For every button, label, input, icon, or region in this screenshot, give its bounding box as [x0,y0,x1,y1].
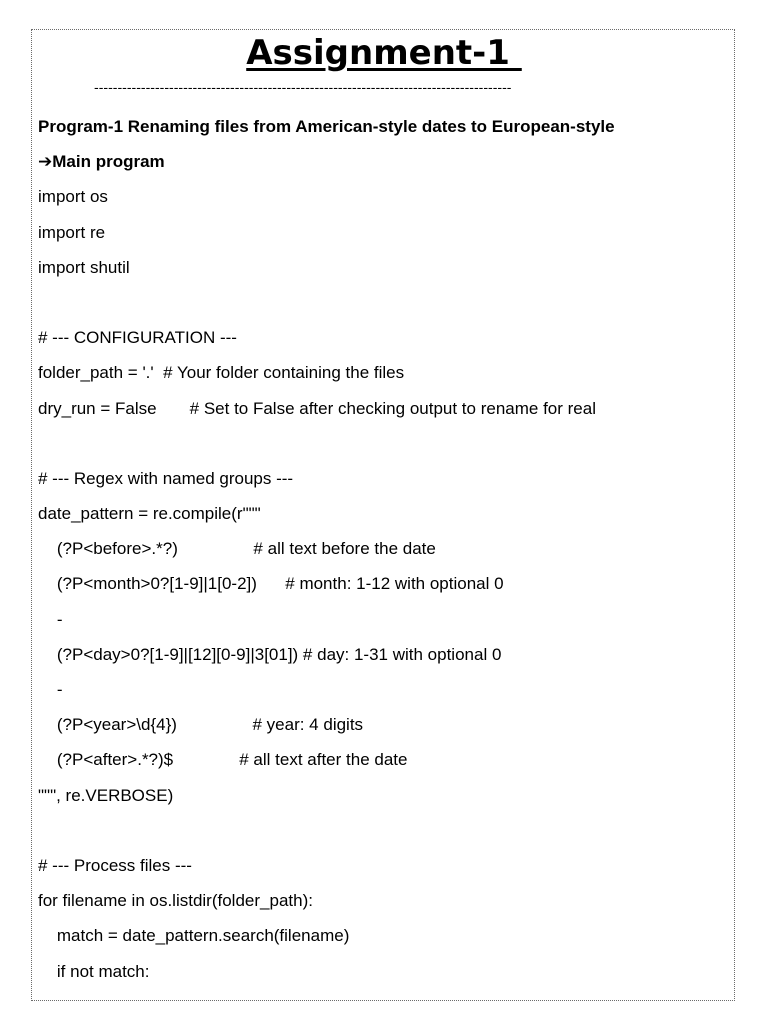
page-title [0,30,768,76]
code-line: for filename in os.listdir(folder_path): [38,891,313,911]
title-divider: ----------------------------------------------------------------------------------------- [94,81,512,96]
code-line: dry_run = False # Set to False after checking output to rename for real [38,398,596,418]
code-line: # --- Regex with named groups --- [38,468,294,488]
code-line: """, re.VERBOSE) [38,785,174,805]
code-line: # --- CONFIGURATION --- [38,328,237,348]
code-line: import shutil [38,257,130,277]
program-heading: Program-1 Renaming files from American-style dates to European-style [38,117,615,136]
code-line [38,813,728,848]
code-line: (?P<before>.*?) # all text before the date [38,539,436,559]
code-line: - [38,609,63,629]
code-line: (?P<after>.*?)$ # all text after the date [38,750,408,770]
page-title-text: Assignment-1 [246,33,522,73]
code-line [38,426,728,461]
section-heading: Main program [52,152,165,172]
code-line [38,285,728,320]
code-line: (?P<month>0?[1-9]|1[0-2]) # month: 1-12 with optional 0 [38,574,504,594]
code-line: import re [38,222,106,242]
code-line: (?P<day>0?[1-9]|[12][0-9]|3[01]) # day: 1-31 with optional 0 [38,644,502,664]
code-line: folder_path = '.' # Your folder containing the files [38,363,405,383]
code-line: import os [38,187,108,207]
arrow-right-icon: ➔ [38,152,53,173]
code-line: if not match: [38,961,150,981]
document-body [38,109,728,989]
code-line: (?P<year>\d{4}) # year: 4 digits [38,715,364,735]
code-line: match = date_pattern.search(filename) [38,926,350,946]
code-line: # --- Process files --- [38,855,192,875]
code-line: - [38,680,63,699]
section-heading-row [38,144,728,179]
code-line: date_pattern = re.compile(r""" [38,504,261,524]
